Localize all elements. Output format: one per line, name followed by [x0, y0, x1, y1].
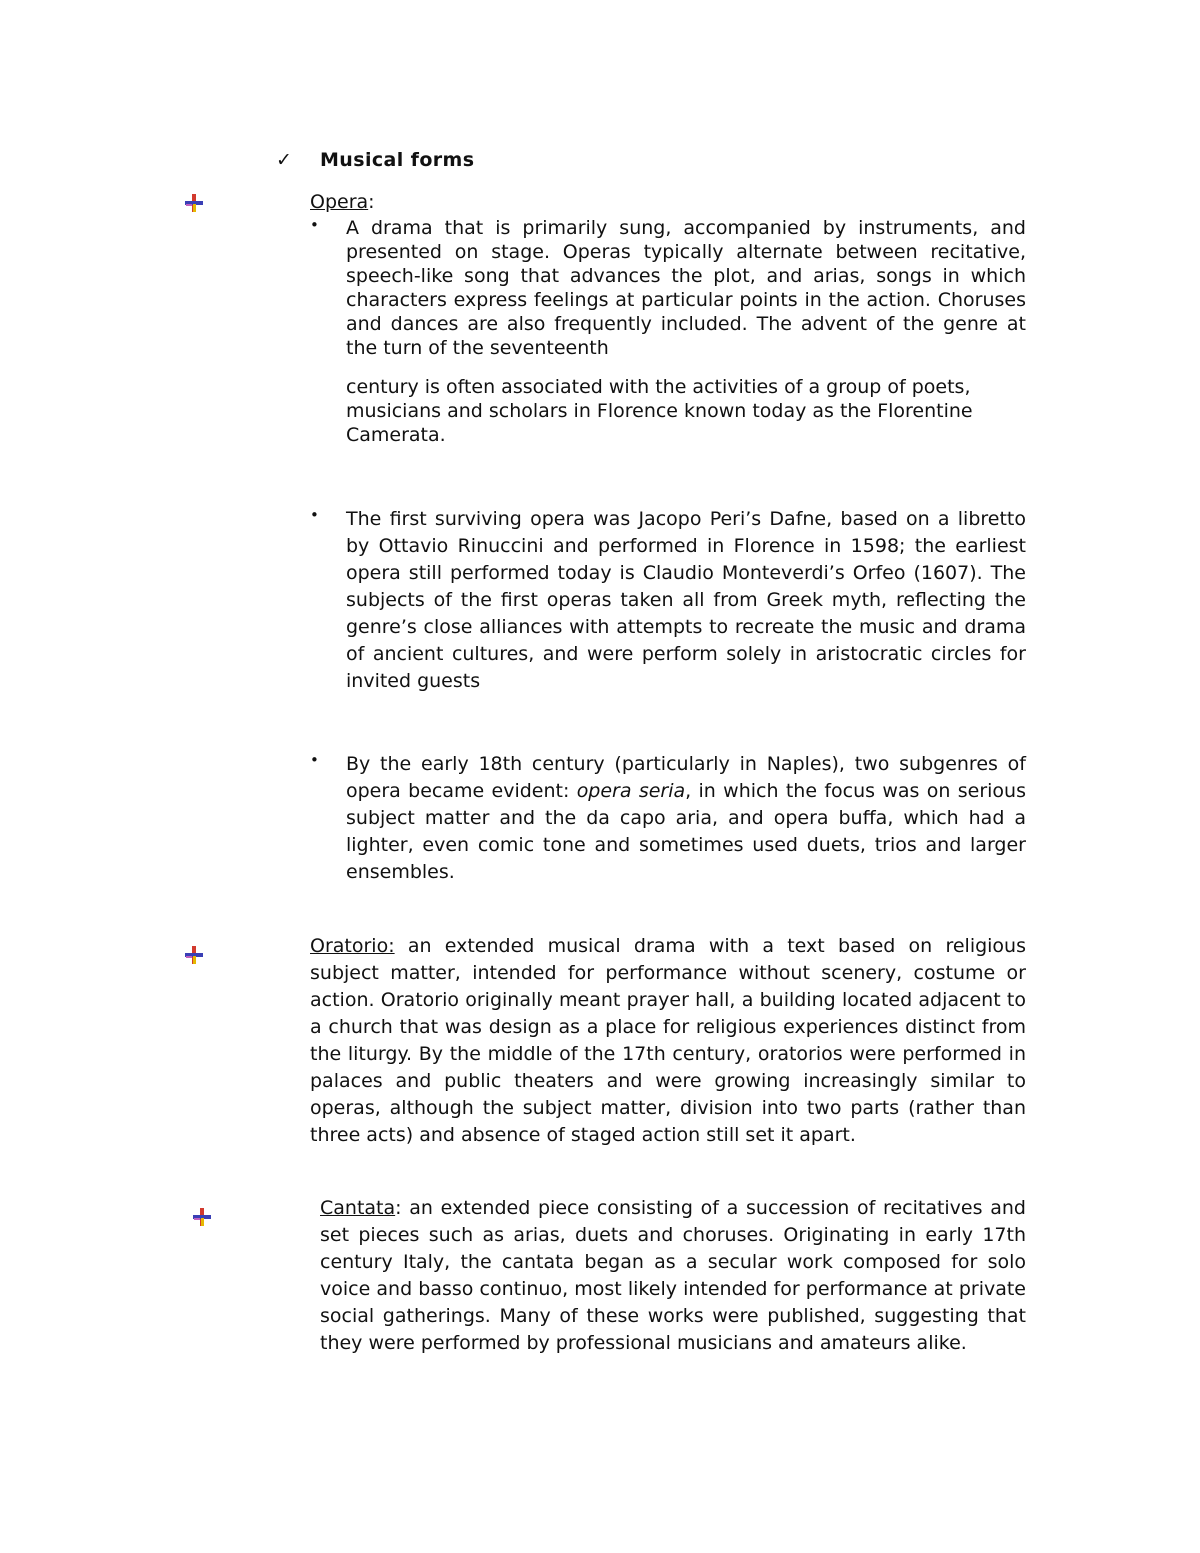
opera-colon: :	[368, 191, 375, 213]
cross-marker-icon	[192, 1207, 212, 1227]
text-segment: , in which the focus was on serious subject matter and the da capo aria, and opera buffa, which had a lighter, even comic tone and sometimes used duets, trios and larger ensembles.	[346, 780, 1026, 883]
cantata-text: : an extended piece consisting of a succession of recitatives and set pieces such as arias, duets and choruses. Originating in early 17th century Italy, the cantata began as a secular work composed for solo voice and basso continuo, most likely intended for performance at private social gatherings. Many of these works were published, suggesting that they were performed by professional musicians and amateurs alike.	[320, 1197, 1026, 1354]
bullet-icon: •	[310, 216, 319, 234]
cross-marker-icon	[184, 193, 204, 213]
cantata-section	[320, 1195, 1026, 1365]
cross-marker-icon	[184, 945, 204, 965]
oratorio-label: Oratorio:	[310, 935, 395, 957]
oratorio-text: an extended musical drama with a text based on religious subject matter, intended for performance without scenery, costume or action. Oratorio originally meant prayer hall, a building located adjacent to a church that was design as a place for religious experiences distinct from the liturgy. By the middle of the 17th century, oratorios were performed in palaces and public theaters and were growing increasingly similar to operas, although the subject matter, division into two parts (rather than three acts) and absence of staged action still set it apart.	[310, 935, 1026, 1146]
oratorio-paragraph	[310, 933, 1026, 1149]
opera-label: Opera	[310, 191, 369, 213]
opera-bullet-1-paragraph-1: A drama that is primarily sung, accompanied by instruments, and presented on stage. Operas typically alternate between recitative, speech-like song that advances the plot, and arias, songs in which characters express feelings at particular points in the action. Choruses and dances are also frequently included. The advent of the genre at the turn of the seventeenth	[346, 217, 1026, 359]
list-item	[310, 751, 1026, 891]
opera-bullet-2-paragraph: The first surviving opera was Jacopo Peri’s Dafne, based on a libretto by Ottavio Rinuccini and performed in Florence in 1598; the earliest opera still performed today is Claudio Monteverdi’s Orfeo (1607). The subjects of the first operas taken all from Greek myth, reflecting the genre’s close alliances with attempts to recreate the music and drama of ancient cultures, and were perform solely in aristocratic circles for invited guests	[346, 508, 1026, 692]
text-segment: By the early 18th century (particularly in Naples), two subgenres of opera became evident:	[346, 753, 1026, 802]
oratorio-section	[310, 933, 1026, 1153]
italic-term: opera seria	[576, 780, 686, 802]
bullet-icon: •	[310, 506, 319, 524]
opera-bullet-1-paragraph-2: century is often associated with the activities of a group of poets, musicians and scholars in Florence known today as the Florentine Camerata.	[346, 376, 973, 446]
section-title: Musical forms	[320, 149, 475, 171]
bullet-icon: •	[310, 751, 319, 769]
opera-bullet-3-paragraph	[346, 751, 1026, 886]
list-item	[310, 506, 1026, 696]
checkmark-icon: ✓	[276, 149, 292, 171]
cantata-paragraph	[320, 1195, 1026, 1357]
list-item	[310, 216, 1026, 456]
opera-heading	[310, 191, 375, 213]
cantata-label: Cantata	[320, 1197, 396, 1219]
